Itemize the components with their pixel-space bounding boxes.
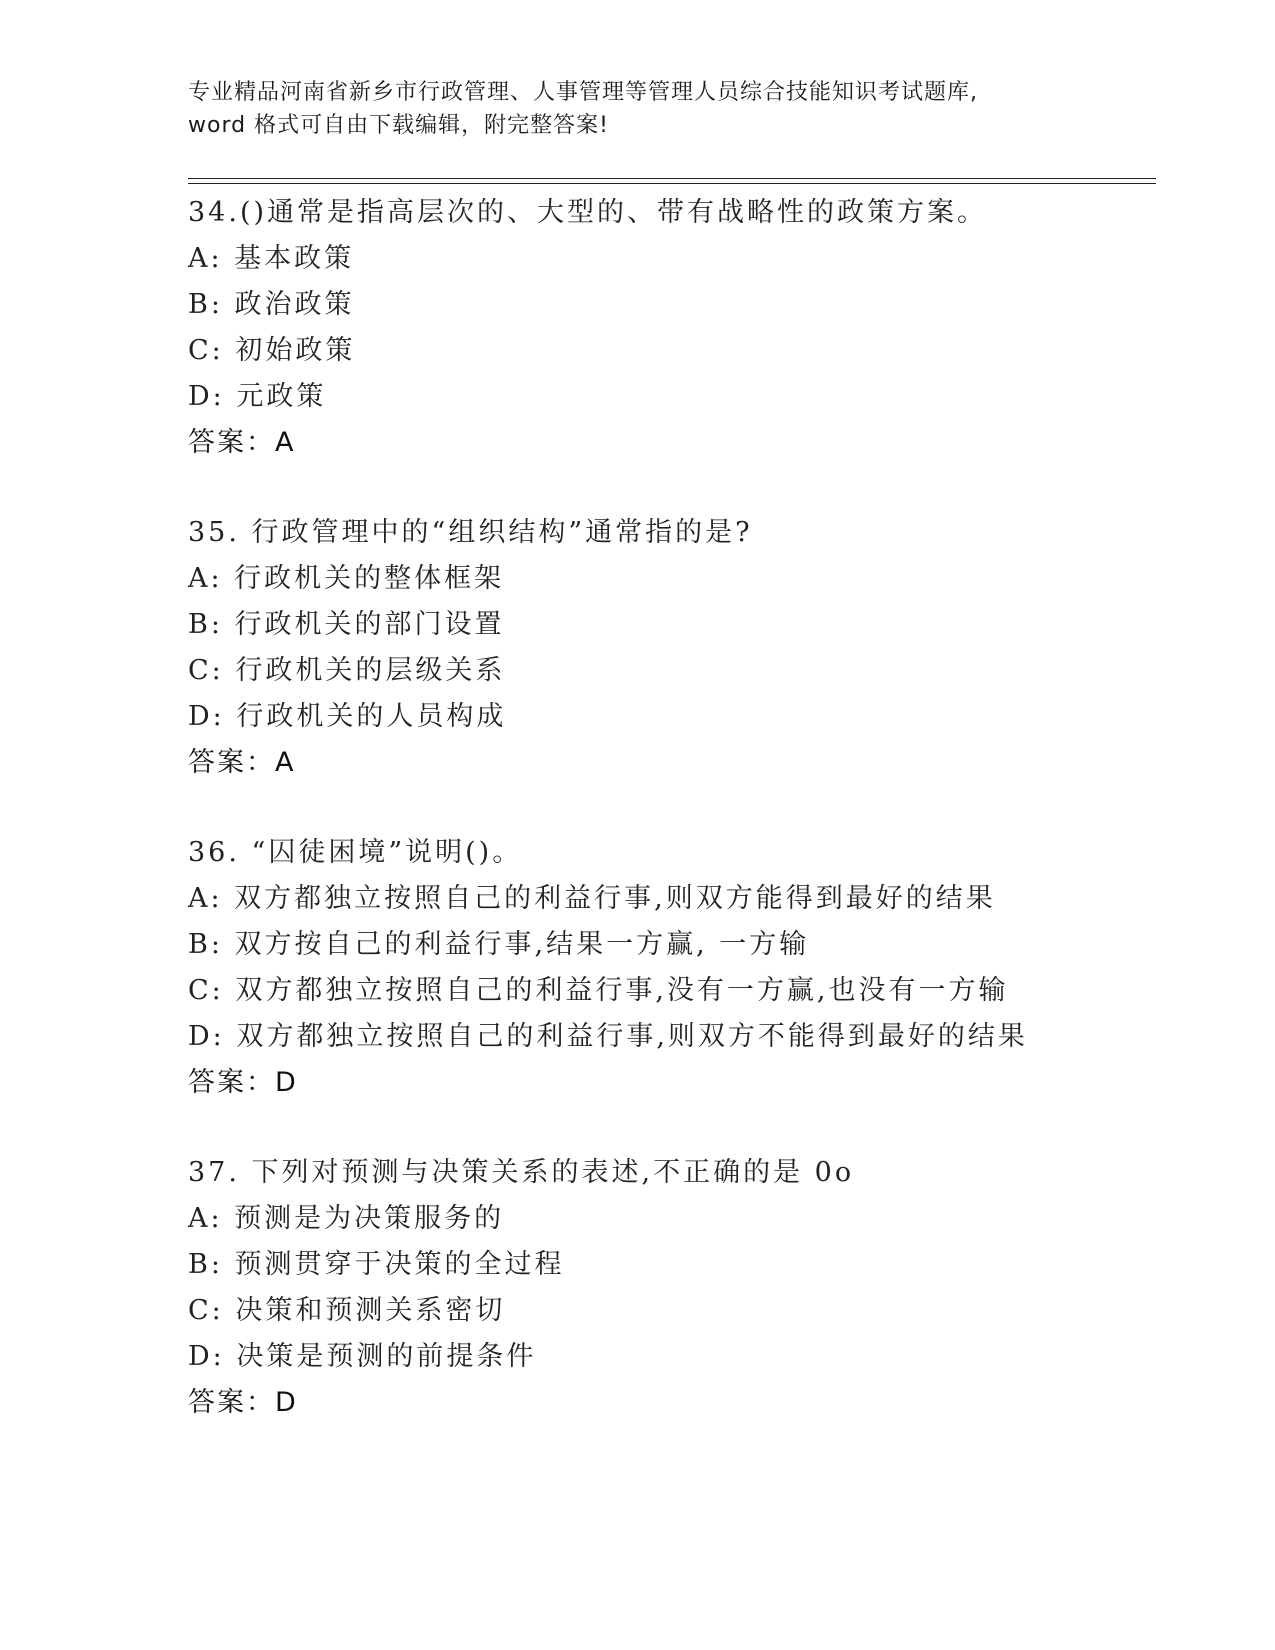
question-37 [188, 1150, 1188, 1426]
option-d: D: 行政机关的人员构成 [188, 701, 507, 732]
option-d: D: 决策是预测的前提条件 [188, 1341, 537, 1372]
option-c: C: 决策和预测关系密切 [188, 1295, 506, 1326]
question-stem: 35. 行政管理中的“组织结构”通常指的是? [188, 517, 753, 548]
question-stem: 36. “囚徒困境”说明()。 [188, 837, 523, 868]
answer-text: 答案：A [188, 747, 296, 778]
question-34 [188, 190, 1188, 466]
question-stem: 37. 下列对预测与决策关系的表述,不正确的是 0o [188, 1157, 855, 1188]
header-line-2: word 格式可自由下载编辑，附完整答案! [188, 113, 609, 138]
option-a: A: 行政机关的整体框架 [188, 563, 505, 594]
header-divider-top [188, 178, 1156, 179]
option-a: A: 双方都独立按照自己的利益行事,则双方能得到最好的结果 [188, 883, 996, 914]
question-36 [188, 830, 1188, 1106]
option-c: C: 行政机关的层级关系 [188, 655, 506, 686]
option-a: A: 基本政策 [188, 243, 355, 274]
question-stem: 34.()通常是指高层次的、大型的、带有战略性的政策方案。 [188, 197, 988, 228]
question-35 [188, 510, 1188, 786]
option-b: B: 政治政策 [188, 289, 355, 320]
option-a: A: 预测是为决策服务的 [188, 1203, 505, 1234]
option-b: B: 双方按自己的利益行事,结果一方赢, 一方输 [188, 929, 810, 960]
option-d: D: 双方都独立按照自己的利益行事,则双方不能得到最好的结果 [188, 1021, 1028, 1052]
option-c: C: 初始政策 [188, 335, 356, 366]
option-b: B: 行政机关的部门设置 [188, 609, 505, 640]
document-header [188, 76, 1088, 142]
answer-text: 答案：D [188, 1067, 298, 1098]
option-c: C: 双方都独立按照自己的利益行事,没有一方赢,也没有一方输 [188, 975, 1009, 1006]
answer-text: 答案：A [188, 427, 296, 458]
header-divider-bottom [188, 183, 1156, 184]
header-line-1: 专业精品河南省新乡市行政管理、人事管理等管理人员综合技能知识考试题库, [188, 80, 978, 105]
option-b: B: 预测贯穿于决策的全过程 [188, 1249, 565, 1280]
option-d: D: 元政策 [188, 381, 327, 412]
answer-text: 答案：D [188, 1387, 298, 1418]
